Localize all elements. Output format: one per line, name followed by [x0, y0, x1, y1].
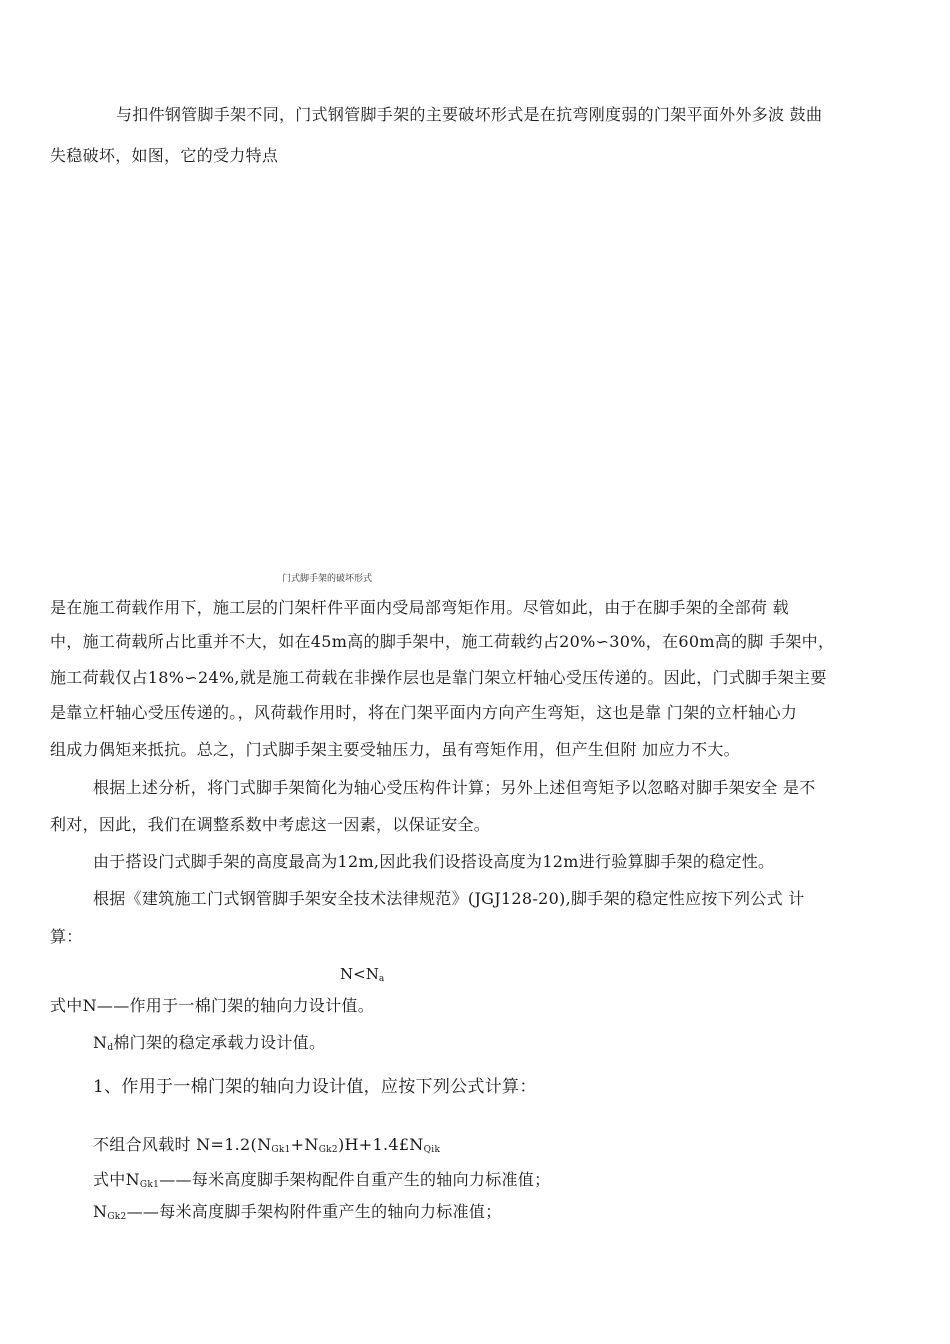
body-line: 组成力偶矩来抵抗。总之，门式脚手架主要受轴压力，虽有弯矩作用，但产生但附 加应力不大。 — [50, 740, 740, 759]
intro-line-1: 与扣件钢管脚手架不同，门式钢管脚手架的主要破坏形式是在抗弯刚度弱的门架平面外外多波 鼓曲 — [116, 105, 823, 124]
body-line: 中，施工荷载所占比重并不大，如在45m高的脚手架中，施工荷载约占20%∽30%，在60m高的脚 手架中， — [50, 632, 835, 651]
def1-text: ——每米高度脚手架构配件自重产生的轴向力标准值； — [159, 1170, 551, 1189]
where-nd — [93, 1033, 325, 1053]
body-line: 是靠立杆轴心受压传递的。，风荷载作用时，将在门架平面内方向产生弯矩，这也是靠 门架的立杆轴心力 — [50, 703, 798, 722]
def2-text: ——每米高度脚手架构附件重产生的轴向力标准值； — [126, 1202, 502, 1221]
definition-ngk2 — [93, 1202, 502, 1222]
body-line: 根据《建筑施工门式钢管脚手架安全技术法律规范》(JGJ128-20),脚手架的稳定性应按下列公式 计 — [93, 889, 805, 908]
body-line: 根据上述分析，将门式脚手架简化为轴心受压构件计算；另外上述但弯矩予以忽略对脚手架安全 是不 — [93, 778, 816, 797]
intro-line-2: 失稳破坏，如图，它的受力特点 — [50, 146, 279, 165]
formula-subscript: a — [378, 974, 385, 984]
formula2-mid: )H+1.4£N — [337, 1135, 424, 1154]
section-heading: 1、作用于一棉门架的轴向力设计值，应按下列公式计算： — [93, 1077, 537, 1097]
formula2-sub3: Qik — [423, 1145, 441, 1155]
definition-ngk1 — [93, 1170, 550, 1190]
body-line: 是在施工荷载作用下，施工层的门架杆件平面内受局部弯矩作用。尽管如此，由于在脚手架的全部荷 载 — [50, 598, 789, 617]
def1-prefix: 式中N — [93, 1170, 140, 1189]
formula-main: N<N — [340, 965, 379, 983]
figure-area — [150, 180, 800, 560]
body-line: 由于搭设门式脚手架的高度最高为12m,因此我们设搭设高度为12m进行验算脚手架的稳定性。 — [93, 852, 775, 871]
body-line: 施工荷载仅占18%∽24%,就是施工荷载在非操作层也是靠门架立杆轴心受压传递的。因此，门式脚手架主要 — [50, 668, 827, 687]
body-line: 算： — [50, 927, 83, 946]
nd-text: 棉门架的稳定承载力设计值。 — [113, 1033, 326, 1052]
nd-symbol: N — [93, 1033, 108, 1052]
nd-subscript: d — [107, 1043, 114, 1053]
def2-symbol: N — [93, 1202, 108, 1221]
stability-formula — [340, 964, 384, 984]
def1-subscript: Gk1 — [139, 1180, 160, 1190]
body-line: 利对，因此，我们在调整系数中考虑这一因素，以保证安全。 — [50, 815, 491, 834]
def2-subscript: Gk2 — [107, 1212, 127, 1222]
where-n: 式中N——作用于一棉门架的轴向力设计值。 — [50, 996, 375, 1015]
formula2-sub1: Gk1 — [271, 1145, 291, 1155]
figure-caption: 门式脚手架的破坏形式 — [282, 574, 373, 584]
formula2-plus: +N — [290, 1135, 319, 1154]
axial-force-formula — [93, 1135, 440, 1155]
formula2-sub2: Gk2 — [318, 1145, 338, 1155]
formula2-prefix: 不组合风载时 N=1.2(N — [93, 1135, 272, 1154]
